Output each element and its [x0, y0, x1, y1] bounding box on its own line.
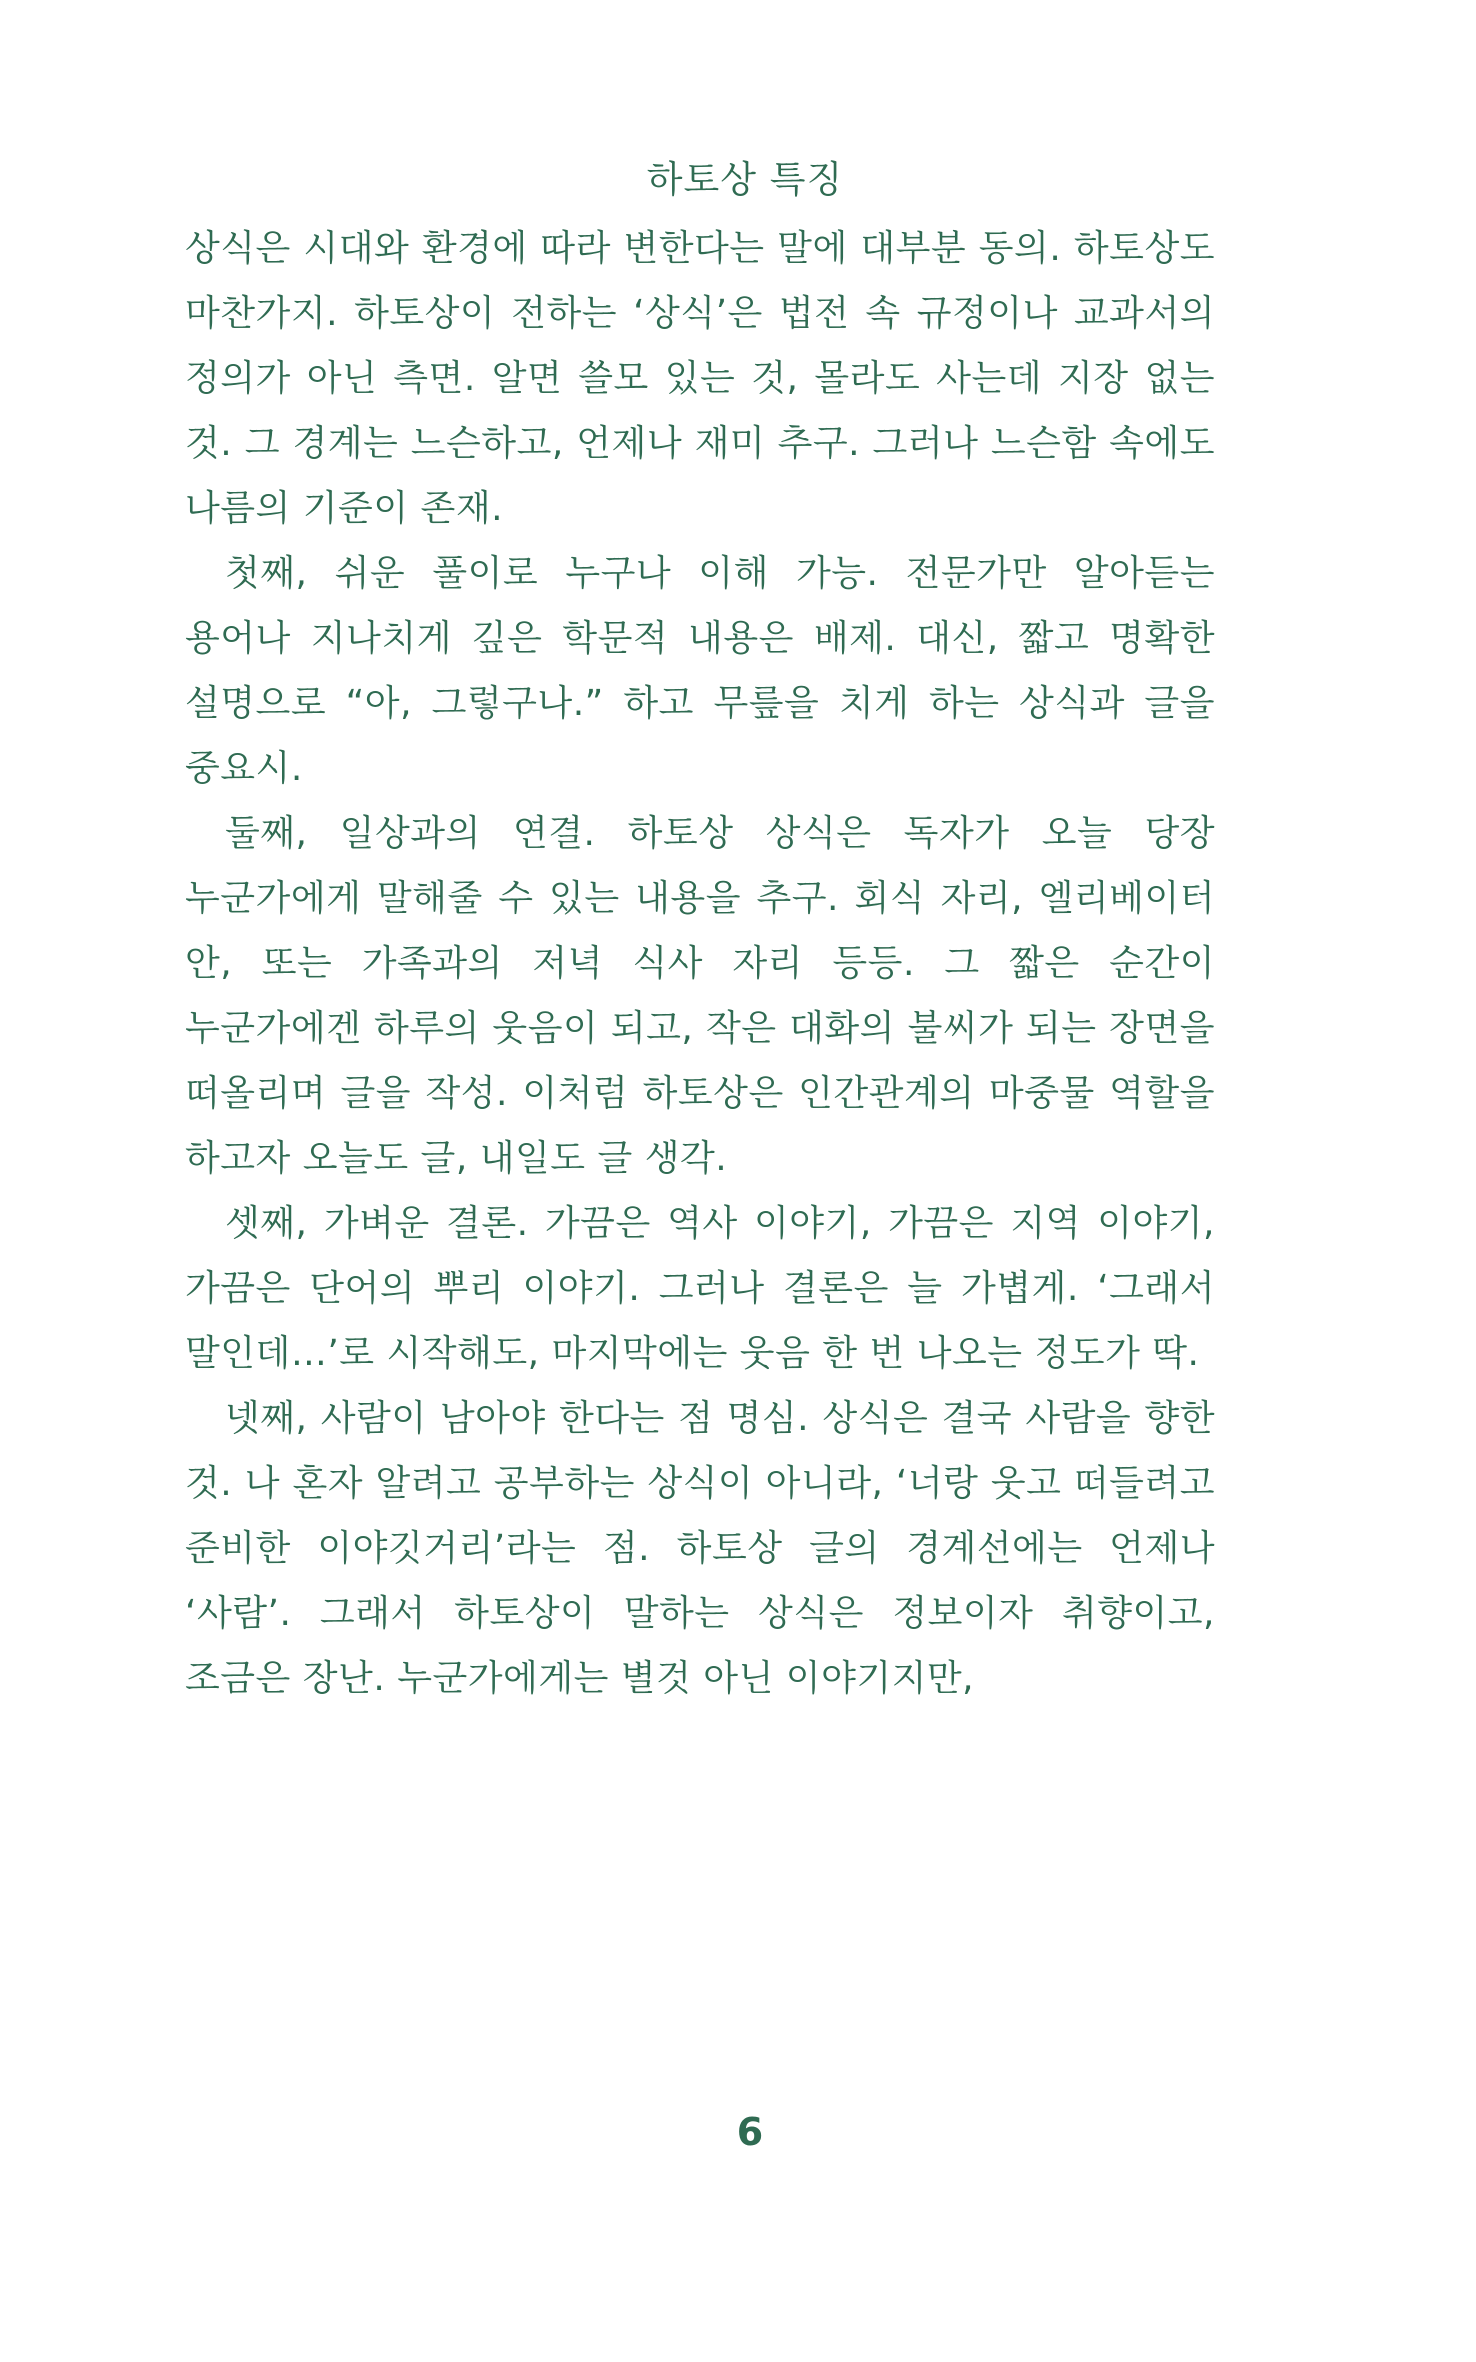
paragraph-second: 둘째, 일상과의 연결. 하토상 상식은 독자가 오늘 당장 누군가에게 말해줄 수 있는 내용을 추구. 회식 자리, 엘리베이터 안, 또는 가족과의 저녁 식사 자리 등등. 그 짧은 순간이 누군가에겐 하루의 웃음이 되고, 작은 대화의 불씨가 되는 장면을 떠올리며 글을 작성. 이처럼 하토상은 인간관계의 마중물 역할을 하고자 오늘도 글, 내일도 글 생각. [185, 813, 1215, 1179]
body-text [185, 216, 1215, 1711]
page-number: 6 [736, 2110, 764, 2154]
paragraph-first: 첫째, 쉬운 풀이로 누구나 이해 가능. 전문가만 알아듣는 용어나 지나치게 깊은 학문적 내용은 배제. 대신, 짧고 명확한 설명으로 “아, 그렇구나.” 하고 무릎을 치게 하는 상식과 글을 중요시. [185, 553, 1215, 789]
paragraph-intro: 상식은 시대와 환경에 따라 변한다는 말에 대부분 동의. 하토상도 마찬가지. 하토상이 전하는 ‘상식’은 법전 속 규정이나 교과서의 정의가 아닌 측면. 알면 쓸모 있는 것, 몰라도 사는데 지장 없는 것. 그 경계는 느슨하고, 언제나 재미 추구. 그러나 느슨함 속에도 나름의 기준이 존재. [185, 228, 1215, 529]
paragraph-third: 셋째, 가벼운 결론. 가끔은 역사 이야기, 가끔은 지역 이야기, 가끔은 단어의 뿌리 이야기. 그러나 결론은 늘 가볍게. ‘그래서 말인데…’로 시작해도, 마지막에는 웃음 한 번 나오는 정도가 딱. [185, 1203, 1215, 1374]
page-title: 하토상 특징 [646, 158, 844, 201]
paragraph-fourth: 넷째, 사람이 남아야 한다는 점 명심. 상식은 결국 사람을 향한 것. 나 혼자 알려고 공부하는 상식이 아니라, ‘너랑 웃고 떠들려고 준비한 이야깃거리’라는 점. 하토상 글의 경계선에는 언제나 ‘사람’. 그래서 하토상이 말하는 상식은 정보이자 취향이고, 조금은 장난. 누군가에게는 별것 아닌 이야기지만, [185, 1398, 1215, 1699]
page-content [185, 150, 1215, 1711]
